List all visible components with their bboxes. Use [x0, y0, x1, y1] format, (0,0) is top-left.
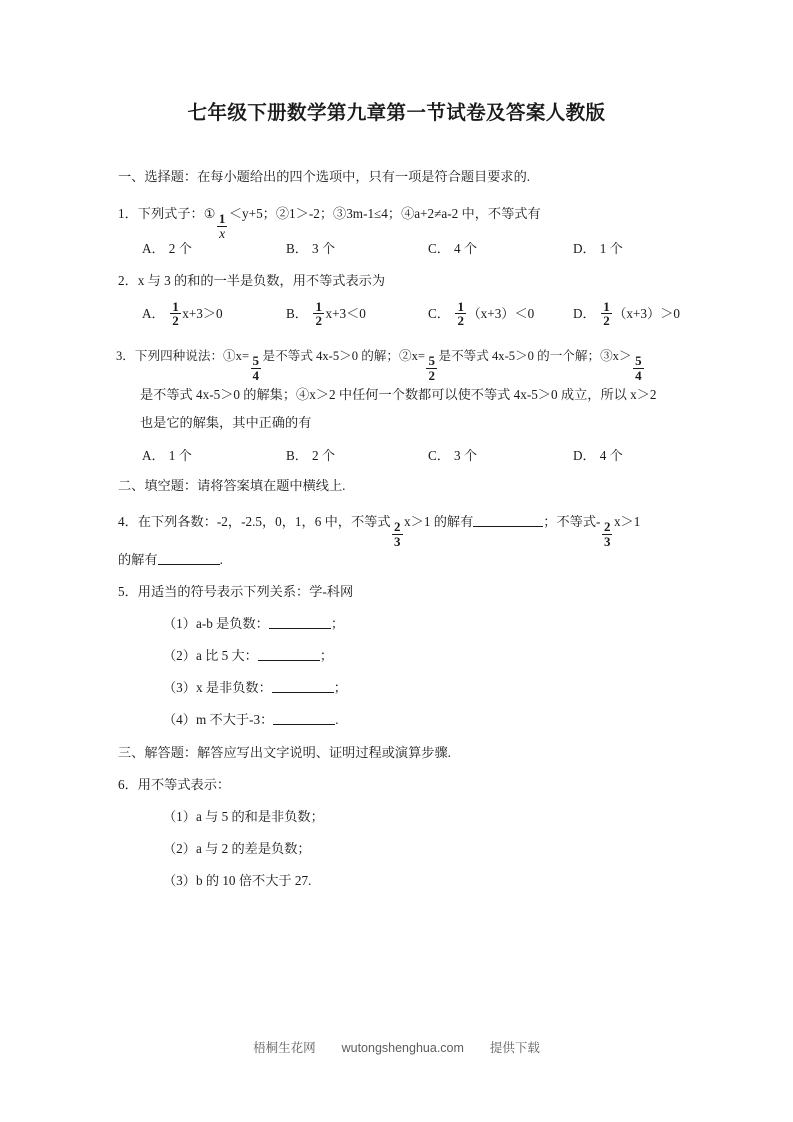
q3-option-b[interactable]: B． 2 个: [286, 448, 336, 463]
question-5-item-3: （3）x 是非负数： ；: [163, 680, 347, 695]
question-5-stem: 5．用适当的符号表示下列关系：学-科网: [118, 584, 354, 599]
q3-fraction-5-over-2: $\frac{5}{2}$: [428, 353, 435, 383]
q2-option-b[interactable]: B． $\frac{1}{2}$ x+3＜0: [286, 299, 366, 329]
question-1-stem: [118, 205, 541, 241]
q1-item-2: ②1＞-2；: [275, 206, 334, 221]
q5-blank-4[interactable]: [273, 711, 335, 725]
q1-option-d[interactable]: D． 1 个: [573, 241, 623, 256]
footer-action: 提供下载: [489, 1041, 540, 1055]
question-4-stem-line1: [118, 513, 640, 548]
q1-item-4: ④a+2≠a-2 中，不等式有: [401, 206, 541, 221]
question-3-stem-line2: 是不等式 4x-5＞0 的解集；④x＞2 中任何一个数都可以使不等式 4x-5＞0 成立，所以 x＞2: [140, 387, 657, 402]
question-4-stem-line2: [118, 551, 223, 568]
footer-url[interactable]: wutongshenghua.com: [341, 1041, 464, 1055]
q5-blank-3[interactable]: [272, 679, 334, 693]
question-5-item-1: （1）a-b 是负数： ；: [163, 616, 345, 631]
q4-line1-d: x＞1: [613, 514, 641, 529]
question-6-item-1: （1）a 与 5 的和是非负数；: [163, 809, 324, 824]
question-5-item-2: （2）a 比 5 大： ；: [163, 648, 334, 663]
q2-option-d[interactable]: D． $\frac{1}{2}$ （x+3）＞0: [573, 299, 680, 329]
question-3-stem-line1: [116, 348, 645, 382]
q4-line1-c: ；不等式-: [543, 514, 601, 529]
q5-blank-1[interactable]: [269, 615, 331, 629]
q4-line1-b: x＞1 的解有: [404, 514, 474, 529]
question-2-stem: 2．x 与 3 的和的一半是负数，用不等式表示为: [118, 273, 386, 288]
question-1-options: [118, 240, 738, 264]
q4-line1-a: 4．在下列各数：-2，-2.5，0，1，6 中，不等式: [118, 514, 391, 529]
question-2-options: [118, 299, 738, 329]
q3-fraction-5-over-4-second: $\frac{5}{4}$: [635, 353, 642, 383]
question-3-stem-line3: 也是它的解集，其中正确的有: [140, 415, 312, 430]
q1-option-a[interactable]: A． 2 个: [142, 241, 192, 256]
q1-part1-tail: ＜y+5；: [228, 206, 276, 221]
section-heading-choice: 一、选择题：在每小题给出的四个选项中，只有一项是符合题目要求的.: [118, 169, 531, 184]
q2-fraction-c: $\frac{1}{2}$: [457, 299, 464, 329]
q5-item-2-label: （2）a 比 5 大：: [163, 648, 258, 663]
q3-option-a[interactable]: A． 1 个: [142, 448, 192, 463]
q5-item-1-label: （1）a-b 是负数：: [163, 616, 269, 631]
q2-fraction-d: $\frac{1}{2}$: [603, 299, 610, 329]
section-heading-solve: 三、解答题：解答应写出文字说明、证明过程或演算步骤.: [118, 745, 451, 760]
section-heading-fill: 二、填空题：请将答案填在题中横线上.: [118, 478, 346, 493]
question-5-item-4: （4）m 不大于-3： .: [163, 712, 339, 727]
q1-option-b[interactable]: B． 3 个: [286, 241, 336, 256]
q2-option-c[interactable]: C． $\frac{1}{2}$ （x+3）＜0: [428, 299, 535, 329]
q1-fraction-1-over-x: $\frac{1}{x}$: [218, 211, 226, 241]
q3-fraction-5-over-4-first: $\frac{5}{4}$: [252, 353, 260, 383]
q4-blank-2[interactable]: [158, 551, 220, 565]
question-6-item-3: （3）b 的 10 倍不大于 27.: [163, 873, 312, 888]
q3-option-d[interactable]: D． 4 个: [573, 448, 623, 463]
q4-line2-a: 的解有: [118, 552, 158, 567]
page-footer: [0, 1038, 793, 1056]
q3-line1-b: 是不等式 4x-5＞0 的解；②x=: [262, 349, 425, 363]
question-6-stem: 6．用不等式表示：: [118, 777, 231, 792]
q2-fraction-a: $\frac{1}{2}$: [172, 299, 179, 329]
q4-fraction-2-over-3-first: $\frac{2}{3}$: [394, 519, 401, 549]
q5-blank-2[interactable]: [258, 647, 320, 661]
q4-line2-b: .: [219, 552, 223, 567]
question-3-options: [118, 447, 738, 471]
q2-option-a[interactable]: A． $\frac{1}{2}$ x+3＞0: [142, 299, 223, 329]
q1-item-3: ③3m-1≤4；: [333, 206, 402, 221]
q1-mark-1: ①: [203, 206, 216, 221]
q3-line1-c: 是不等式 4x-5＞0 的一个解；③x＞: [438, 349, 632, 363]
q1-prefix: 1．下列式子：: [118, 206, 204, 221]
q1-option-c[interactable]: C． 4 个: [428, 241, 478, 256]
q5-item-3-label: （3）x 是非负数：: [163, 680, 272, 695]
q3-option-c[interactable]: C． 3 个: [428, 448, 478, 463]
footer-site-name: 梧桐生花网: [253, 1041, 316, 1055]
q4-blank-1[interactable]: [473, 513, 543, 527]
q2-fraction-b: $\frac{1}{2}$: [315, 299, 322, 329]
q5-item-4-label: （4）m 不大于-3：: [163, 712, 274, 727]
q3-line1-a: 3．下列四种说法：①x=: [116, 349, 250, 363]
question-6-item-2: （2）a 与 2 的差是负数；: [163, 841, 311, 856]
page-title: 七年级下册数学第九章第一节试卷及答案人教版: [187, 103, 606, 124]
q4-fraction-2-over-3-second: $\frac{2}{3}$: [603, 519, 611, 549]
